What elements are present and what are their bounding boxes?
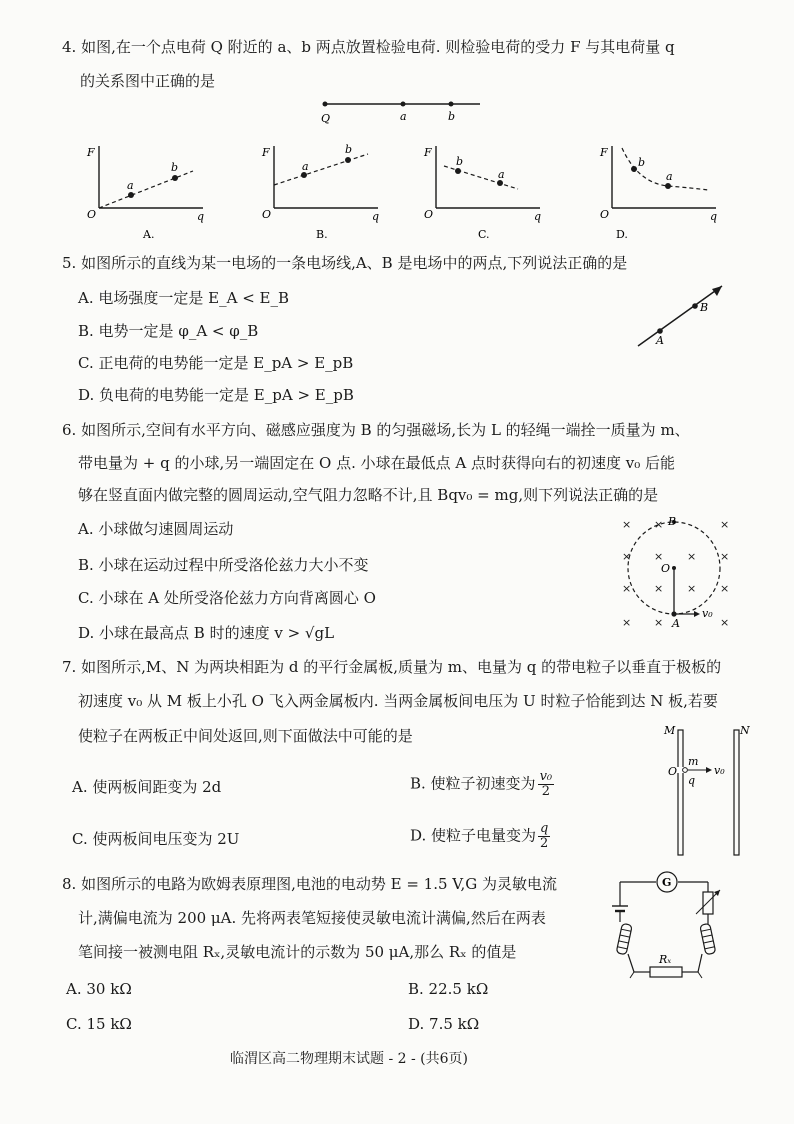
q4-label-b: b [448,110,456,123]
q7-stem-line3: 使粒子在两板正中间处返回,则下面做法中可能的是 [78,727,413,745]
q4b-option: B. [316,228,328,238]
q8-label-Rx: Rₓ [659,953,672,966]
q4a-option: A. [143,228,155,238]
svg-text:×: × [622,616,632,629]
q4-stem-line2: 的关系图中正确的是 [80,72,216,90]
q7-option-d-numerator: q [540,821,549,836]
q6-option-b: B. 小球在运动过程中所受洛伦兹力大小不变 [78,556,369,574]
q8-option-c: C. 15 kΩ [66,1015,132,1033]
q7-option-b-fraction [538,770,555,799]
q7-option-a: A. 使两板间距变为 2d [72,778,222,796]
q8-option-d: D. 7.5 kΩ [408,1015,480,1033]
q4a-a: a [127,179,134,192]
q4-graph-c [422,138,552,238]
q4-stem-line1: 4. 如图,在一个点电荷 Q 附近的 a、b 两点放置检验电荷. 则检验电荷的受力 F 与其电荷量 q [62,38,675,56]
q4c-b: b [456,155,464,168]
q7-stem-line1: 7. 如图所示,M、N 为两块相距为 d 的平行金属板,质量为 m、电量为 q 的带电粒子以垂直于极板的 [62,658,722,676]
q7-label-v0: v₀ [714,764,725,777]
q6-label-A: A [672,617,680,630]
q4d-a: a [666,170,673,183]
svg-text:×: × [687,550,697,563]
q7-label-m: m [688,755,699,768]
q8-stem-line2: 计,满偏电流为 200 μA. 先将两表笔短接使灵敏电流计满偏,然后在两表 [78,909,546,927]
q4b-F: F [262,146,270,159]
q4d-option: D. [616,228,628,238]
q5-label-A: A [656,334,664,347]
svg-text:×: × [654,550,664,563]
q5-option-b: B. 电势一定是 φ_A < φ_B [78,322,259,340]
q4c-a: a [498,168,505,181]
svg-text:×: × [687,582,697,595]
q5-label-B: B [700,301,709,314]
q8-option-a: A. 30 kΩ [66,980,132,998]
q5-field-line-figure [630,278,730,353]
q6-label-O: O [661,562,671,575]
q7-option-b-denominator: 2 [541,784,550,799]
q7-stem-line2: 初速度 v₀ 从 M 板上小孔 O 飞入两金属板内. 当两金属板间电压为 U 时粒子恰能到达 N 板,若要 [78,692,718,710]
svg-text:×: × [720,518,730,531]
q4c-option: C. [478,228,490,238]
svg-text:×: × [654,616,664,629]
q6-stem-line3: 够在竖直面内做完整的圆周运动,空气阻力忽略不计,且 Bqv₀ = mg,则下列说法正确的是 [78,486,659,504]
q8-ohmmeter-circuit-figure [604,868,739,980]
q4a-O: O [87,208,97,221]
svg-text:×: × [720,616,730,629]
q4d-F: F [600,146,608,159]
q4d-q: q [710,210,718,223]
q5-option-c: C. 正电荷的电势能一定是 E_pA > E_pB [78,354,354,372]
q5-option-a: A. 电场强度一定是 E_A < E_B [78,289,289,307]
q6-label-B: B [668,515,677,528]
q6-option-a: A. 小球做匀速圆周运动 [78,520,234,538]
q7-option-d-text: D. 使粒子电量变为 [410,826,537,845]
q7-label-O: O [668,765,678,778]
q6-option-d: D. 小球在最高点 B 时的速度 v > √gL [78,624,335,642]
q4d-O: O [600,208,610,221]
svg-text:×: × [720,550,730,563]
q7-option-d-denominator: 2 [540,836,549,851]
q7-label-N: N [740,724,750,737]
q4c-q: q [534,210,542,223]
q6-option-c: C. 小球在 A 处所受洛伦兹力方向背离圆心 O [78,589,376,607]
svg-text:×: × [654,582,664,595]
q4b-O: O [262,208,272,221]
q5-stem: 5. 如图所示的直线为某一电场的一条电场线,A、B 是电场中的两点,下列说法正确的是 [62,254,628,272]
svg-text:×: × [622,550,632,563]
q4d-b: b [638,156,646,169]
q6-stem-line1: 6. 如图所示,空间有水平方向、磁感应强度为 B 的匀强磁场,长为 L 的轻绳一端拴一质量为 m、 [62,421,690,439]
q4-graph-a [85,138,215,238]
q8-label-G: G [662,876,672,889]
q7-option-b [410,770,554,799]
svg-text:×: × [622,518,632,531]
q8-stem-line3: 笔间接一被测电阻 Rₓ,灵敏电流计的示数为 50 μA,那么 Rₓ 的值是 [78,943,517,961]
q6-stem-line2: 带电量为 + q 的小球,另一端固定在 O 点. 小球在最低点 A 点时获得向右的初速度 v₀ 后能 [78,454,676,472]
svg-text:×: × [720,582,730,595]
q4-label-a: a [400,110,407,123]
q7-label-M: M [664,724,676,737]
q6-magnetic-field-figure [612,508,747,633]
q4-label-Q: Q [321,112,331,125]
q7-option-d [410,822,550,851]
svg-text:×: × [654,518,664,531]
q7-option-c: C. 使两板间电压变为 2U [72,830,240,848]
q4-graph-d [598,138,728,238]
q4-graph-b [260,138,390,238]
q6-label-v0: v₀ [702,607,713,620]
q4-charge-line-figure [315,96,490,128]
q4b-q: q [372,210,380,223]
q4b-a: a [302,160,309,173]
q7-parallel-plates-figure [660,722,750,862]
q7-label-q: q [688,774,696,787]
q8-stem-line1: 8. 如图所示的电路为欧姆表原理图,电池的电动势 E = 1.5 V,G 为灵敏电流 [62,875,558,893]
q8-option-b: B. 22.5 kΩ [408,980,489,998]
q4a-b: b [171,161,179,174]
q4c-F: F [424,146,432,159]
q4a-F: F [87,146,95,159]
q4c-O: O [424,208,434,221]
q4b-b: b [345,143,353,156]
page-footer: 临渭区高二物理期末试题 - 2 - (共6页) [230,1051,468,1067]
q4a-q: q [197,210,205,223]
q7-option-d-fraction [538,822,550,851]
svg-text:×: × [622,582,632,595]
q7-option-b-text: B. 使粒子初速变为 [410,774,536,793]
q5-option-d: D. 负电荷的电势能一定是 E_pA > E_pB [78,386,354,404]
q7-option-b-numerator: v₀ [539,769,553,784]
